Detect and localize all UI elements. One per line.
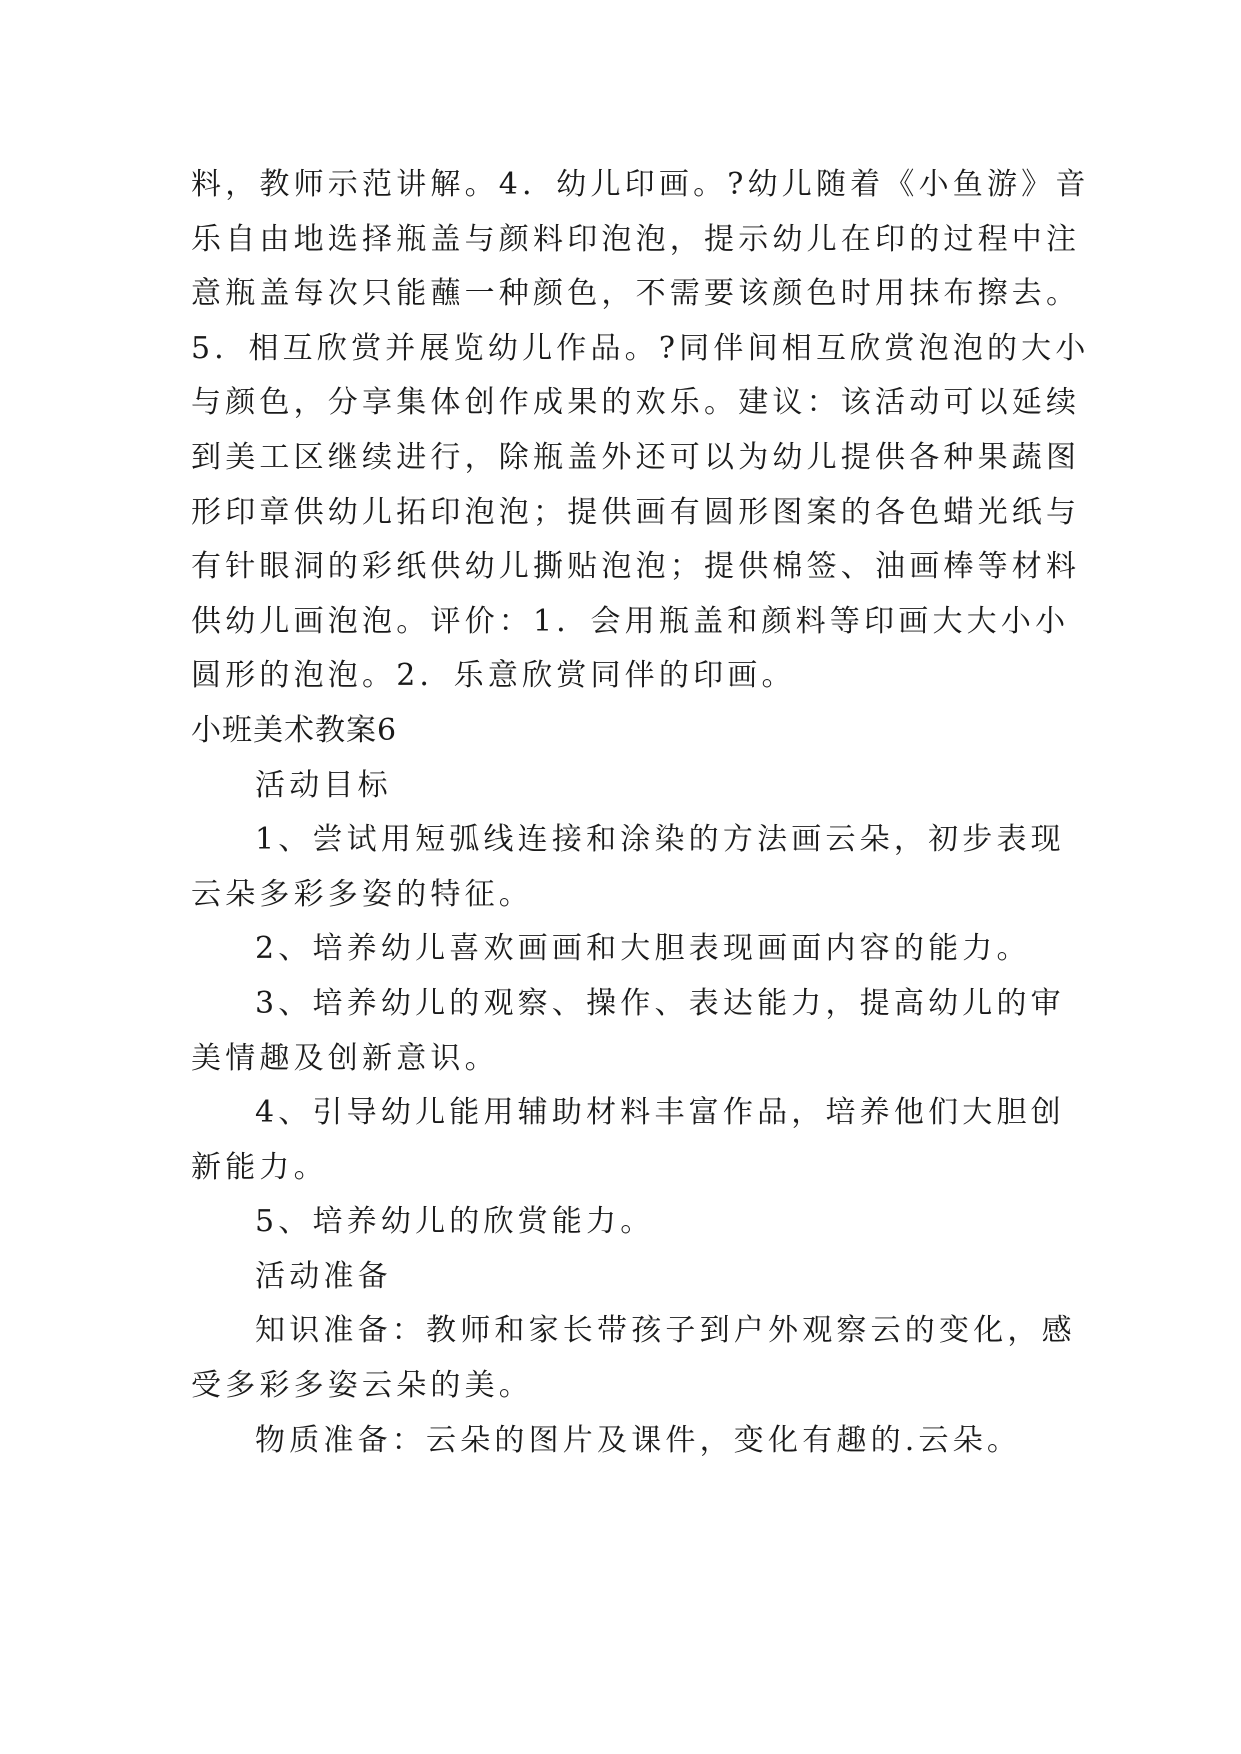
text-line: 5．相互欣赏并展览幼儿作品。?同伴间相互欣赏泡泡的大小 (191, 330, 1090, 366)
text-line: 新能力。 (191, 1149, 328, 1185)
text-line: 3、培养幼儿的观察、操作、表达能力，提高幼儿的审 (255, 985, 1065, 1021)
document-body (191, 158, 1090, 1468)
text-line: 供幼儿画泡泡。评价：1．会用瓶盖和颜料等印画大大小小 (191, 603, 1070, 639)
text-line: 4、引导幼儿能用辅助材料丰富作品，培养他们大胆创 (255, 1095, 1065, 1131)
text-line: 云朵多彩多姿的特征。 (191, 876, 533, 912)
text-line: 与颜色，分享集体创作成果的欢乐。建议：该活动可以延续 (191, 385, 1081, 421)
text-line: 料，教师示范讲解。4．幼儿印画。?幼儿随着《小鱼游》音 (191, 167, 1090, 202)
text-line: 美情趣及创新意识。 (191, 1040, 499, 1076)
text-line: 乐自由地选择瓶盖与颜料印泡泡，提示幼儿在印的过程中注 (191, 221, 1081, 257)
text-line: 1、尝试用短弧线连接和涂染的方法画云朵，初步表现 (255, 822, 1065, 858)
text-line: 有针眼洞的彩纸供幼儿撕贴泡泡；提供棉签、油画棒等材料 (191, 549, 1081, 585)
text-line: 2、培养幼儿喜欢画画和大胆表现画面内容的能力。 (255, 931, 1031, 967)
text-line: 受多彩多姿云朵的美。 (191, 1368, 533, 1404)
subsection-heading: 活动准备 (255, 1258, 392, 1294)
subsection-heading: 活动目标 (255, 767, 392, 803)
text-line: 知识准备：教师和家长带孩子到户外观察云的变化，感 (255, 1313, 1076, 1349)
text-line: 5、培养幼儿的欣赏能力。 (255, 1204, 655, 1240)
text-line: 圆形的泡泡。2．乐意欣赏同伴的印画。 (191, 658, 796, 694)
section-heading: 小班美术教案6 (191, 712, 398, 748)
text-line: 物质准备：云朵的图片及课件，变化有趣的.云朵。 (255, 1422, 1022, 1458)
text-line: 意瓶盖每次只能蘸一种颜色，不需要该颜色时用抹布擦去。 (191, 276, 1081, 312)
text-line: 形印章供幼儿拓印泡泡；提供画有圆形图案的各色蜡光纸与 (191, 494, 1081, 530)
text-line: 到美工区继续进行，除瓶盖外还可以为幼儿提供各种果蔬图 (191, 439, 1081, 475)
